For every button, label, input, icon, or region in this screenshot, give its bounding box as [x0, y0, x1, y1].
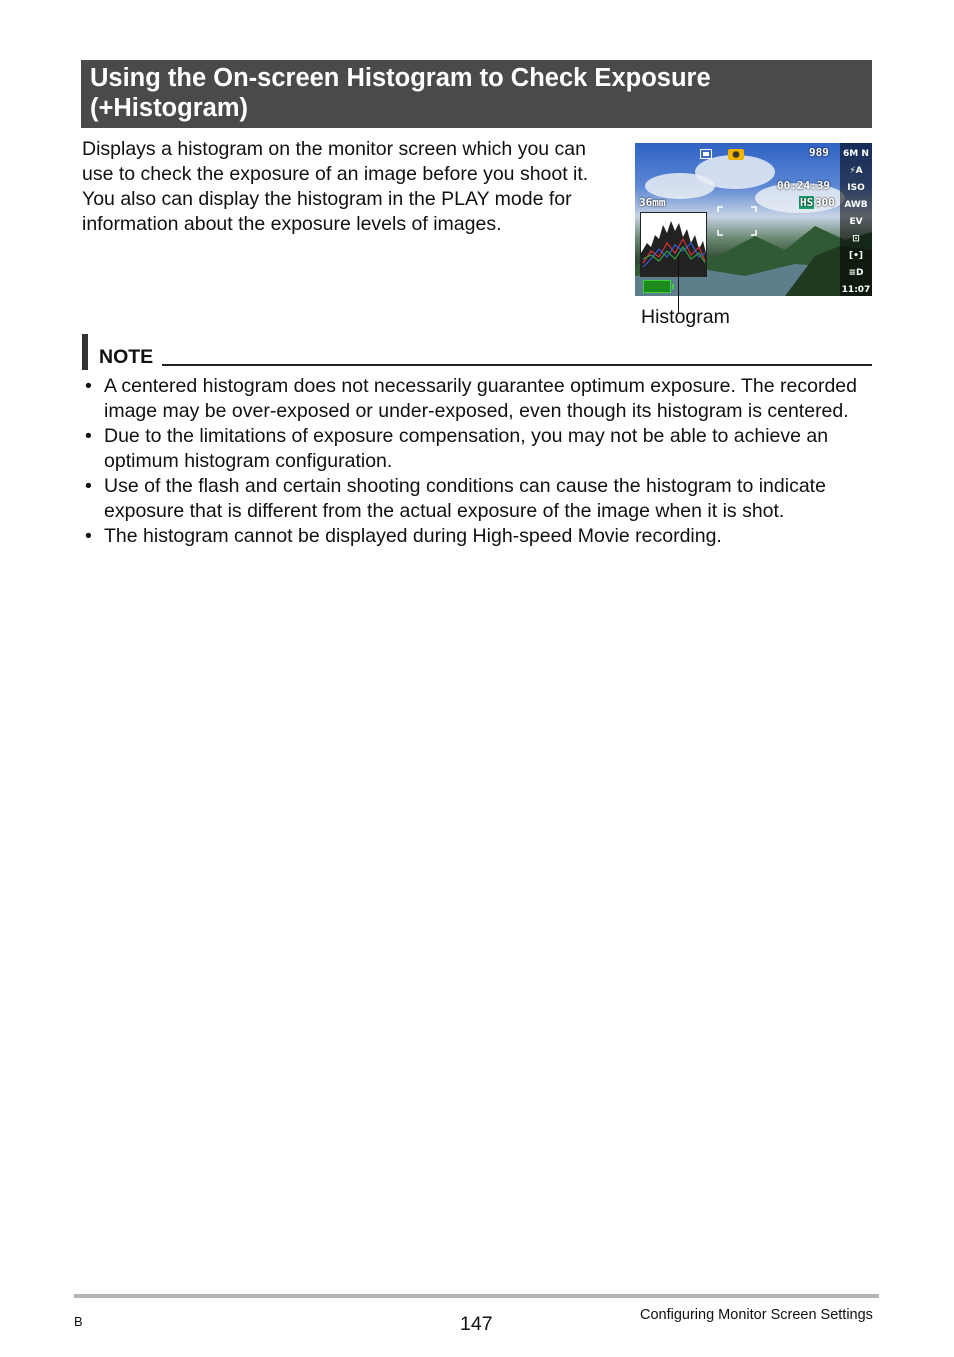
- sidebar-item-iso: ISO: [847, 183, 865, 193]
- sidebar-item-time: 11:07: [841, 285, 871, 295]
- sidebar-item-flash: ⚡A: [849, 166, 863, 176]
- focus-frame-icon: [717, 206, 757, 236]
- histogram-panel: [640, 212, 707, 277]
- note-label: NOTE: [99, 346, 154, 368]
- sidebar-item-metering: ⊡: [852, 234, 860, 244]
- intro-paragraph: Displays a histogram on the monitor screen which you can use to check the exposure of an image before you shoot it. You also can display the histogram in the PLAY mode for information about the exposure levels of images.: [82, 138, 589, 235]
- footer-divider: [74, 1294, 879, 1298]
- note-item-text: The histogram cannot be displayed during High-speed Movie recording.: [104, 525, 722, 547]
- list-item: [82, 474, 882, 524]
- list-item: [82, 524, 882, 549]
- bullet: •: [85, 475, 92, 497]
- sidebar-item-focus: [•]: [849, 251, 863, 261]
- note-divider: [162, 364, 872, 366]
- bullet: •: [85, 525, 92, 547]
- focal-length: 36mm: [639, 196, 666, 209]
- settings-sidebar: [840, 143, 872, 296]
- section-title: Using the On-screen Histogram to Check Exposure (+Histogram): [90, 64, 711, 122]
- histogram-callout-label: Histogram: [641, 306, 730, 328]
- cloud: [695, 155, 775, 189]
- shots-remaining: 989: [809, 146, 829, 159]
- battery-icon: [643, 280, 671, 293]
- section-title-bar: [81, 60, 872, 128]
- display-mode-icon: [700, 149, 712, 159]
- footer-language-code: B: [74, 1314, 83, 1329]
- hs-value: 300: [815, 196, 835, 209]
- sidebar-item-ev: EV: [849, 217, 863, 227]
- note-list: [82, 374, 882, 549]
- camera-mode-icon: [728, 147, 744, 160]
- camera-monitor-screen: [635, 143, 872, 296]
- footer-chapter-title: Configuring Monitor Screen Settings: [640, 1307, 873, 1323]
- recording-time: 00:24:39: [777, 179, 830, 192]
- note-item-text: Use of the flash and certain shooting conditions can cause the histogram to indicate exposure that is different from the actual exposure of the image when it is shot.: [104, 475, 826, 522]
- sidebar-item-white-balance: AWB: [844, 200, 868, 210]
- sidebar-item-light: ≡D: [848, 268, 864, 278]
- list-item: [82, 424, 882, 474]
- bullet: •: [85, 425, 92, 447]
- histogram-graph: [641, 213, 706, 276]
- hs-badge: HS: [800, 196, 814, 209]
- list-item: [82, 374, 882, 424]
- note-item-text: A centered histogram does not necessarily guarantee optimum exposure. The recorded image may be over-exposed or under-exposed, even though its histogram is centered.: [104, 375, 857, 422]
- sidebar-item-image-size: 6M N: [843, 149, 869, 159]
- bullet: •: [85, 375, 92, 397]
- page-number: 147: [460, 1313, 493, 1335]
- note-item-text: Due to the limitations of exposure compensation, you may not be able to achieve an optimum histogram configuration.: [104, 425, 829, 472]
- note-marker: [82, 334, 88, 370]
